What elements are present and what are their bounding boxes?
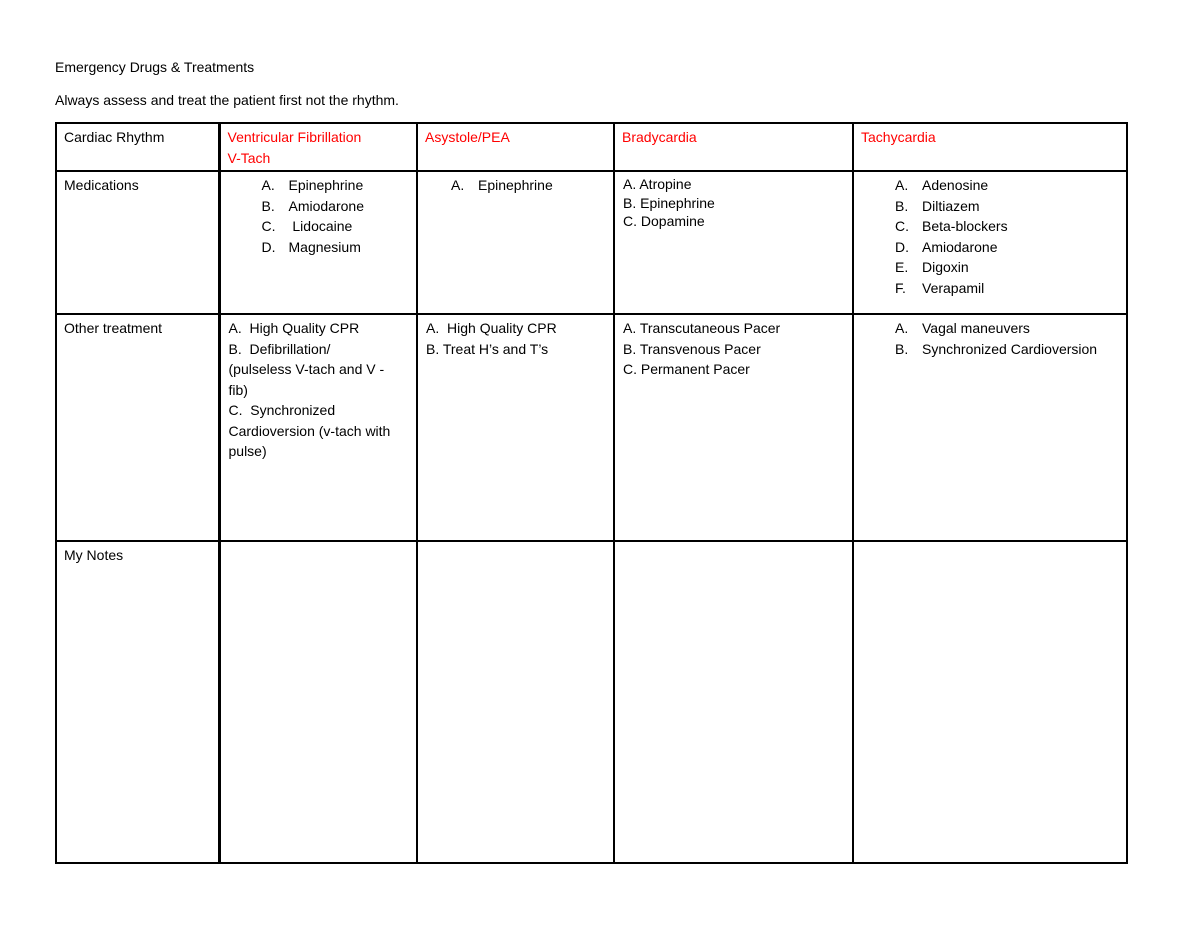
- other-treatment-row: [56, 314, 1127, 541]
- list-item: A. Epinephrine: [261, 177, 364, 193]
- column-header-vfib: [219, 123, 417, 171]
- list-item: C. Dopamine: [623, 213, 705, 229]
- list-item: D. Magnesium: [261, 238, 361, 255]
- page-title: Emergency Drugs & Treatments: [55, 59, 255, 75]
- cell-bradycardia-other-treatment: [614, 314, 853, 541]
- cell-tachycardia-medications: [853, 171, 1127, 314]
- list-item: B. Diltiazem: [895, 197, 980, 214]
- row-label-other-treatment: Other treatment: [56, 314, 219, 541]
- my-notes-row: [56, 541, 1127, 863]
- cell-bradycardia-medications: [614, 171, 853, 314]
- list-item: A. Transcutaneous Pacer: [623, 320, 781, 336]
- list-item: fib): [228, 381, 248, 398]
- medications-row: [56, 171, 1127, 314]
- page-subtitle: Always assess and treat the patient first not the rhythm.: [55, 92, 399, 108]
- list-item: B. Epinephrine: [623, 194, 715, 211]
- header-row: [56, 123, 1127, 171]
- list-item: D. Amiodarone: [895, 238, 998, 255]
- row-label-medications: Medications: [56, 171, 219, 314]
- column-header-asystole: Asystole/PEA: [417, 123, 614, 171]
- cell-asystole-medications: [417, 171, 614, 314]
- list-item: E. Digoxin: [895, 259, 969, 275]
- list-item: F. Verapamil: [895, 279, 985, 296]
- column-header-bradycardia: Bradycardia: [614, 123, 853, 171]
- emergency-drugs-table: [55, 122, 1128, 864]
- column-header-vfib-line2: V-Tach: [227, 149, 271, 166]
- list-item: A. Atropine: [623, 176, 692, 192]
- list-item: C. Beta-blockers: [895, 218, 1008, 234]
- row-label-my-notes: My Notes: [56, 541, 219, 863]
- list-item: C. Lidocaine: [261, 218, 353, 234]
- list-item: (pulseless V-tach and V -: [228, 361, 385, 377]
- cell-vfib-medications: [219, 171, 417, 314]
- cell-asystole-other-treatment: [417, 314, 614, 541]
- cell-tachycardia-other-treatment: [853, 314, 1127, 541]
- cell-asystole-notes: [417, 541, 614, 863]
- column-header-vfib-line1: Ventricular Fibrillation: [227, 129, 362, 145]
- list-item: A. Vagal maneuvers: [895, 320, 1030, 336]
- list-item: pulse): [228, 443, 267, 459]
- column-header-tachycardia: Tachycardia: [853, 123, 1127, 171]
- list-item: B. Defibrillation/: [228, 340, 331, 357]
- list-item: A. High Quality CPR: [426, 320, 557, 336]
- list-item: B. Treat H’s and T’s: [426, 340, 549, 357]
- list-item: B. Amiodarone: [261, 197, 364, 214]
- list-item: A. Epinephrine: [451, 177, 553, 193]
- list-item: Cardioversion (v-tach with: [228, 422, 391, 439]
- corner-label: Cardiac Rhythm: [56, 123, 219, 171]
- list-item: B. Synchronized Cardioversion: [895, 340, 1098, 357]
- list-item: B. Transvenous Pacer: [623, 340, 761, 357]
- list-item: C. Permanent Pacer: [623, 361, 750, 377]
- cell-vfib-other-treatment: [219, 314, 417, 541]
- cell-tachycardia-notes: [853, 541, 1127, 863]
- list-item: A. Adenosine: [895, 177, 989, 193]
- cell-vfib-notes: [219, 541, 417, 863]
- cell-bradycardia-notes: [614, 541, 853, 863]
- list-item: C. Synchronized: [228, 402, 336, 418]
- list-item: A. High Quality CPR: [228, 320, 360, 336]
